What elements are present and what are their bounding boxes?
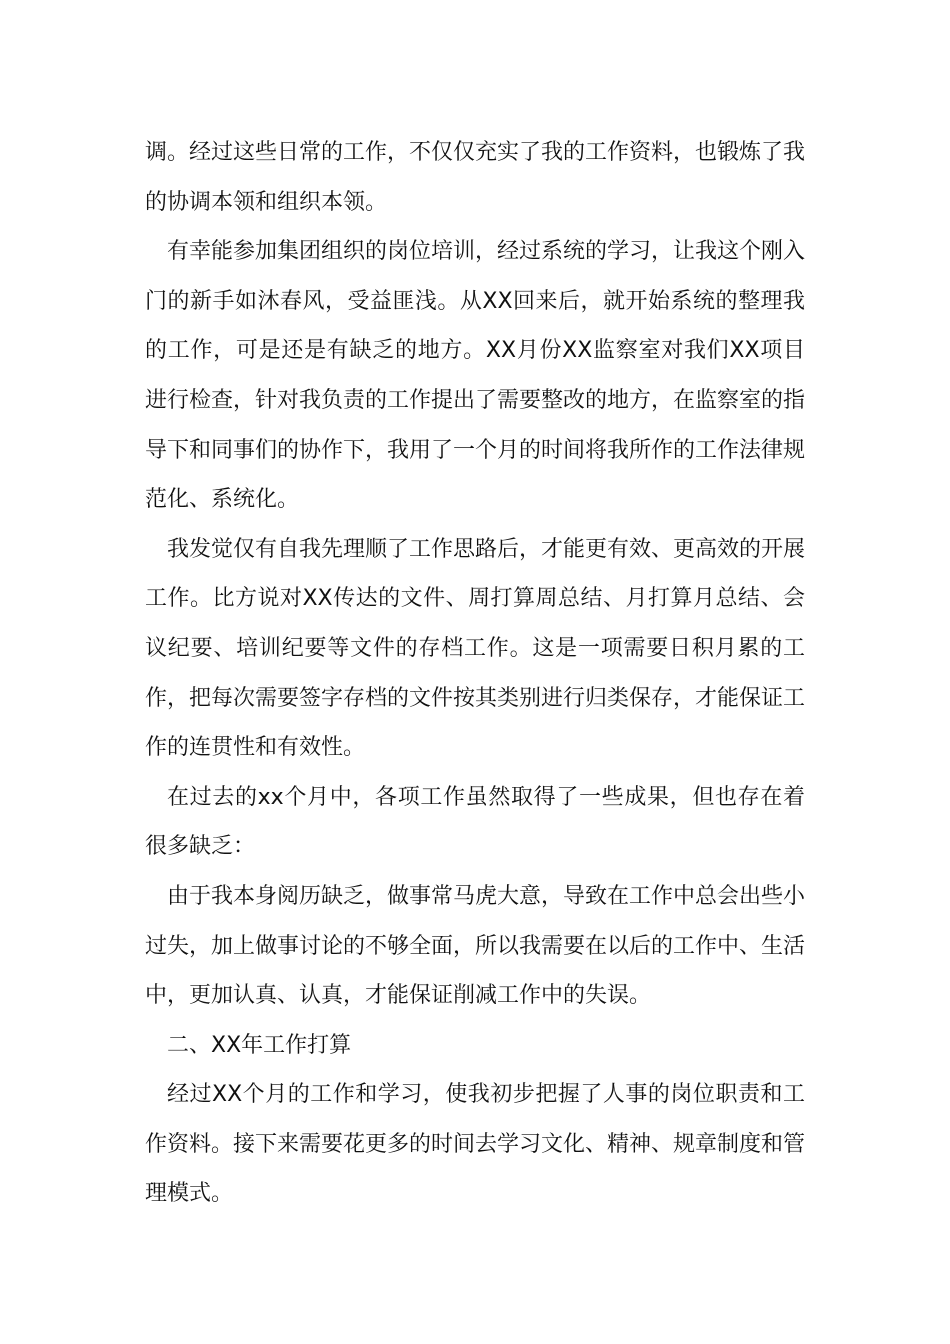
paragraph-2: 有幸能参加集团组织的岗位培训，经过系统的学习，让我这个刚入门的新手如沐春风，受益匪浅。从XX回来后，就开始系统的整理我的工作，可是还是有缺乏的地方。XX月份XX监察室对我们XX项目进行检查，针对我负责的工作提出了需要整改的地方，在监察室的指导下和同事们的协作下，我用了一个月的时间将我所作的工作法律规范化、系统化。	[145, 239, 806, 513]
paragraph-1: 调。经过这些日常的工作，不仅仅充实了我的工作资料，也锻炼了我的协调本领和组织本领。	[145, 140, 806, 215]
section-heading: 二、XX年工作打算	[167, 1032, 352, 1058]
paragraph-4: 在过去的xx个月中，各项工作虽然取得了一些成果，但也存在着很多缺乏：	[145, 784, 805, 860]
paragraph-5: 由于我本身阅历缺乏，做事常马虎大意，导致在工作中总会出些小过失，加上做事讨论的不够全面，所以我需要在以后的工作中、生活中，更加认真、认真，才能保证削减工作中的失误。	[145, 883, 806, 1009]
paragraph-3: 我发觉仅有自我先理顺了工作思路后，才能更有效、更高效的开展工作。比方说对XX传达的文件、周打算周总结、月打算月总结、会议纪要、培训纪要等文件的存档工作。这是一项需要日积月累的工作，把每次需要签字存档的文件按其类别进行归类保存，才能保证工作的连贯性和有效性。	[145, 536, 806, 761]
paragraph-6: 经过XX个月的工作和学习，使我初步把握了人事的岗位职责和工作资料。接下来需要花更多的时间去学习文化、精神、规章制度和管理模式。	[145, 1082, 806, 1207]
document-body	[145, 128, 805, 1219]
